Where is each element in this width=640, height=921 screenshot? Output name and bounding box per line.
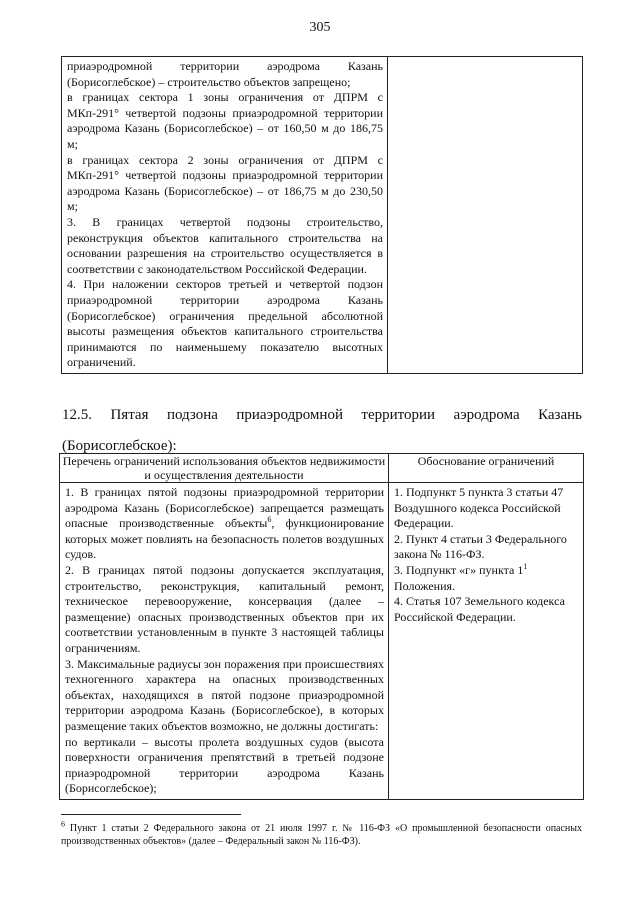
section-heading: 12.5. Пятая подзона приаэродромной территории аэродрома Казань (Борисоглебское):	[62, 407, 582, 454]
header-restrictions: Перечень ограничений использования объектов недвижимости и осуществления деятельности	[60, 454, 389, 483]
text-span: 1. В границах пятой подзоны приаэродромной территории аэродрома Казань (Борисоглебское) запрещается размещать опасные производственные объекты	[65, 485, 384, 531]
justification-item	[394, 563, 579, 594]
paragraph: по вертикали – высоты пролета воздушных судов (высота поверхности ограничения препятствий в третьей подзоне приаэродромной территории аэродрома Казань (Борисоглебское);	[65, 734, 384, 796]
paragraph: 3. В границах четвертой подзоны строительство, реконструкция объектов капитального строительства на основании разрешения на строительство осуществляется в соответствии с законодательством Российской Федерации.	[67, 214, 383, 276]
footnote-ref: 6	[267, 515, 272, 525]
restrictions-text	[62, 57, 387, 373]
text-span: , функционирование которых может повлиять на безопасность полетов воздушных судов.	[65, 516, 385, 562]
paragraph: в границах сектора 1 зоны ограничения от ДПРМ с МКп-291° четвертой подзоны приаэродромной территории аэродрома Казань (Борисоглебское) – от 160,50 м до 186,75 м;	[67, 90, 383, 151]
paragraph: 4. При наложении секторов третьей и четвертой подзон приаэродромной территории аэродрома Казань (Борисоглебское) ограничения предельной абсолютной высоты размещения объектов капитального строительства принимаются по наименьшему показателю высотных ограничений.	[67, 277, 383, 370]
footnote	[61, 819, 582, 848]
text-span: Положения.	[394, 578, 456, 593]
restrictions-table-continued	[61, 56, 583, 374]
restrictions-text	[60, 483, 388, 799]
footnote-divider	[61, 814, 241, 815]
table-cell-justification	[388, 57, 583, 374]
footnote-text: Пункт 1 статьи 2 Федерального закона от 21 июля 1997 г. № 116-ФЗ «О промышленной безопасности опасных производственных объектов» (далее – Федеральный закон № 116-ФЗ).	[61, 823, 582, 847]
table-cell-restrictions	[60, 483, 389, 800]
table-cell-restrictions	[62, 57, 388, 374]
table-header-row	[60, 454, 584, 483]
justification-item: 1. Подпункт 5 пункта 3 статьи 47 Воздушного кодекса Российской Федерации.	[394, 485, 564, 531]
superscript: 1	[523, 561, 528, 571]
paragraph: в границах сектора 2 зоны ограничения от ДПРМ с МКп-291° четвертой подзоны приаэродромной территории аэродрома Казань (Борисоглебское) – от 186,75 м до 230,50 м;	[67, 152, 383, 214]
footnote-mark: 6	[61, 819, 65, 829]
justification-text	[389, 483, 583, 627]
paragraph: приаэродромной территории аэродрома Казань (Борисоглебское) – строительство объектов запрещено;	[67, 59, 383, 89]
fifth-subzone-table	[59, 453, 584, 800]
paragraph: 3. Максимальные радиусы зон поражения при происшествиях техногенного характера на опасных производственных объектах, находящихся в пятой подзоне приаэродромной территории аэродрома Казань (Борисоглебское), в которых размещение таких объектов возможно, не должны достигать:	[65, 656, 384, 733]
header-justification: Обоснование ограничений	[389, 454, 584, 483]
table-row	[60, 483, 584, 800]
table-cell-justification	[389, 483, 584, 800]
justification-item: 2. Пункт 4 статьи 3 Федерального закона № 116-ФЗ.	[394, 531, 567, 562]
table-row	[62, 57, 583, 374]
justification-item: 4. Статья 107 Земельного кодекса Российской Федерации.	[394, 594, 565, 624]
paragraph	[65, 485, 384, 563]
text-span: 3. Подпункт «г» пункта 1	[394, 562, 524, 577]
paragraph: 2. В границах пятой подзоны допускается эксплуатация, строительство, реконструкция, капитальный ремонт, техническое перевооружение, консервация (далее – размещение) опасных производственных объектов при их соответствии установленным в пункте 3 настоящей таблицы ограничениям.	[65, 562, 384, 655]
page-number: 305	[309, 20, 331, 35]
